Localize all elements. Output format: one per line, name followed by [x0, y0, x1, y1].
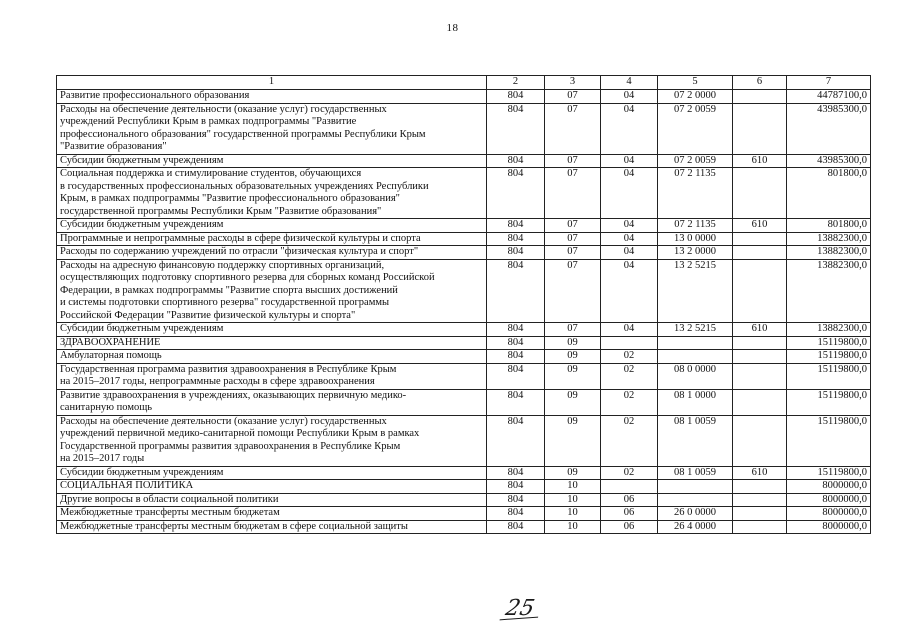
row-expense-type	[733, 520, 787, 534]
row-ved-code: 804	[487, 350, 545, 364]
row-target-article: 07 2 0059	[658, 103, 733, 154]
table-row	[57, 259, 871, 323]
table-row	[57, 363, 871, 389]
header-col-6: 6	[733, 76, 787, 90]
table-row	[57, 389, 871, 415]
row-expense-type	[733, 168, 787, 219]
row-subsection-code: 04	[601, 246, 658, 260]
row-amount: 8000000,0	[787, 507, 871, 521]
row-name: Расходы на обеспечение деятельности (оказание услуг) государственных учреждений Республики Крым в рамках подпрограммы "Развитие профессионального образования" государственной программы Республики Крым "Развитие образования"	[57, 103, 487, 154]
row-expense-type	[733, 259, 787, 323]
page-number: 18	[446, 22, 459, 34]
row-expense-type	[733, 507, 787, 521]
row-target-article: 08 0 0000	[658, 363, 733, 389]
row-name: Государственная программа развития здравоохранения в Республике Крым на 2015–2017 годы, непрограммные расходы в сфере здравоохранения	[57, 363, 487, 389]
row-name: Социальная поддержка и стимулирование студентов, обучающихся в государственных профессиональных образовательных учреждениях Республики Крым, в рамках подпрограммы "Развитие профессионального образования" государственной программы Республики Крым "Развитие образования"	[57, 168, 487, 219]
row-section-code: 07	[545, 259, 601, 323]
row-section-code: 07	[545, 232, 601, 246]
row-name: Субсидии бюджетным учреждениям	[57, 219, 487, 233]
row-ved-code: 804	[487, 336, 545, 350]
header-row	[57, 76, 871, 90]
row-ved-code: 804	[487, 389, 545, 415]
row-amount: 15119800,0	[787, 363, 871, 389]
row-target-article: 07 2 0000	[658, 90, 733, 104]
row-expense-type	[733, 480, 787, 494]
row-section-code: 10	[545, 493, 601, 507]
table-row	[57, 90, 871, 104]
row-target-article: 13 0 0000	[658, 232, 733, 246]
row-ved-code: 804	[487, 90, 545, 104]
row-name: Расходы на адресную финансовую поддержку спортивных организаций, осуществляющих подготовку спортивного резерва для сборных команд Российской Федерации, в рамках подпрограммы "Развитие спорта высших достижений и системы подготовки спортивного резерва" государственной программы Российской Федерации "Развитие физической культуры и спорта"	[57, 259, 487, 323]
row-subsection-code: 04	[601, 232, 658, 246]
row-amount: 15119800,0	[787, 415, 871, 466]
table-row	[57, 507, 871, 521]
row-subsection-code: 02	[601, 350, 658, 364]
row-subsection-code: 04	[601, 168, 658, 219]
row-subsection-code	[601, 480, 658, 494]
budget-table	[56, 75, 871, 534]
row-amount: 13882300,0	[787, 232, 871, 246]
row-amount: 15119800,0	[787, 466, 871, 480]
row-target-article	[658, 350, 733, 364]
row-subsection-code: 04	[601, 259, 658, 323]
table-row	[57, 415, 871, 466]
row-ved-code: 804	[487, 168, 545, 219]
header-col-3: 3	[545, 76, 601, 90]
row-target-article: 08 1 0000	[658, 389, 733, 415]
row-section-code: 07	[545, 219, 601, 233]
row-target-article: 07 2 0059	[658, 154, 733, 168]
row-subsection-code: 02	[601, 466, 658, 480]
row-amount: 13882300,0	[787, 323, 871, 337]
row-name: Субсидии бюджетным учреждениям	[57, 466, 487, 480]
table-row	[57, 493, 871, 507]
row-expense-type	[733, 103, 787, 154]
row-ved-code: 804	[487, 363, 545, 389]
row-amount: 8000000,0	[787, 493, 871, 507]
row-name: СОЦИАЛЬНАЯ ПОЛИТИКА	[57, 480, 487, 494]
row-target-article	[658, 336, 733, 350]
header-col-5: 5	[658, 76, 733, 90]
row-section-code: 09	[545, 466, 601, 480]
row-target-article: 26 4 0000	[658, 520, 733, 534]
row-name: Расходы на обеспечение деятельности (оказание услуг) государственных учреждений первичной медико-санитарной помощи Республики Крым в рамках Государственной программы развития здравоохранения в Республике Крым на 2015–2017 годы	[57, 415, 487, 466]
table-row	[57, 154, 871, 168]
header-col-2: 2	[487, 76, 545, 90]
header-col-4: 4	[601, 76, 658, 90]
row-name: Межбюджетные трансферты местным бюджетам в сфере социальной защиты	[57, 520, 487, 534]
row-expense-type: 610	[733, 466, 787, 480]
header-col-7: 7	[787, 76, 871, 90]
row-subsection-code: 06	[601, 507, 658, 521]
row-ved-code: 804	[487, 259, 545, 323]
row-amount: 13882300,0	[787, 259, 871, 323]
row-target-article: 13 2 5215	[658, 259, 733, 323]
row-amount: 801800,0	[787, 219, 871, 233]
row-amount: 15119800,0	[787, 350, 871, 364]
row-target-article: 13 2 5215	[658, 323, 733, 337]
row-ved-code: 804	[487, 154, 545, 168]
row-name: Субсидии бюджетным учреждениям	[57, 323, 487, 337]
row-amount: 43985300,0	[787, 103, 871, 154]
table-row	[57, 350, 871, 364]
row-section-code: 07	[545, 246, 601, 260]
row-ved-code: 804	[487, 103, 545, 154]
row-target-article: 08 1 0059	[658, 466, 733, 480]
row-name: Развитие профессионального образования	[57, 90, 487, 104]
row-amount: 44787100,0	[787, 90, 871, 104]
table-row	[57, 520, 871, 534]
handwritten-page-mark: 25	[503, 596, 537, 621]
row-section-code: 07	[545, 103, 601, 154]
row-amount: 43985300,0	[787, 154, 871, 168]
row-ved-code: 804	[487, 493, 545, 507]
row-section-code: 09	[545, 336, 601, 350]
row-target-article	[658, 480, 733, 494]
row-ved-code: 804	[487, 246, 545, 260]
row-subsection-code: 06	[601, 493, 658, 507]
row-name: Программные и непрограммные расходы в сфере физической культуры и спорта	[57, 232, 487, 246]
row-section-code: 10	[545, 507, 601, 521]
row-target-article	[658, 493, 733, 507]
row-ved-code: 804	[487, 232, 545, 246]
row-expense-type: 610	[733, 323, 787, 337]
row-amount: 13882300,0	[787, 246, 871, 260]
row-ved-code: 804	[487, 480, 545, 494]
header-col-1: 1	[57, 76, 487, 90]
row-name: Межбюджетные трансферты местным бюджетам	[57, 507, 487, 521]
row-subsection-code	[601, 336, 658, 350]
row-expense-type	[733, 350, 787, 364]
row-section-code: 07	[545, 323, 601, 337]
row-section-code: 07	[545, 168, 601, 219]
table-row	[57, 168, 871, 219]
row-subsection-code: 04	[601, 219, 658, 233]
row-section-code: 09	[545, 389, 601, 415]
table-row	[57, 103, 871, 154]
table-row	[57, 480, 871, 494]
row-section-code: 09	[545, 350, 601, 364]
row-section-code: 09	[545, 363, 601, 389]
row-ved-code: 804	[487, 219, 545, 233]
table-row	[57, 466, 871, 480]
row-name: Субсидии бюджетным учреждениям	[57, 154, 487, 168]
table-row	[57, 219, 871, 233]
row-name: Расходы по содержанию учреждений по отрасли "физическая культура и спорт"	[57, 246, 487, 260]
row-subsection-code: 06	[601, 520, 658, 534]
row-ved-code: 804	[487, 466, 545, 480]
row-ved-code: 804	[487, 520, 545, 534]
row-name: ЗДРАВООХРАНЕНИЕ	[57, 336, 487, 350]
row-name: Амбулаторная помощь	[57, 350, 487, 364]
row-amount: 801800,0	[787, 168, 871, 219]
row-subsection-code: 02	[601, 389, 658, 415]
row-section-code: 09	[545, 415, 601, 466]
row-expense-type	[733, 363, 787, 389]
row-expense-type	[733, 232, 787, 246]
row-ved-code: 804	[487, 507, 545, 521]
table-row	[57, 232, 871, 246]
row-amount: 15119800,0	[787, 336, 871, 350]
row-amount: 8000000,0	[787, 480, 871, 494]
row-subsection-code: 04	[601, 90, 658, 104]
row-amount: 15119800,0	[787, 389, 871, 415]
table-row	[57, 336, 871, 350]
row-name: Развитие здравоохранения в учреждениях, оказывающих первичную медико- санитарную помощь	[57, 389, 487, 415]
row-section-code: 07	[545, 154, 601, 168]
row-amount: 8000000,0	[787, 520, 871, 534]
row-expense-type: 610	[733, 154, 787, 168]
row-expense-type: 610	[733, 219, 787, 233]
row-expense-type	[733, 336, 787, 350]
row-target-article: 08 1 0059	[658, 415, 733, 466]
row-target-article: 07 2 1135	[658, 219, 733, 233]
row-section-code: 07	[545, 90, 601, 104]
row-name: Другие вопросы в области социальной политики	[57, 493, 487, 507]
row-expense-type	[733, 90, 787, 104]
table-row	[57, 246, 871, 260]
row-subsection-code: 04	[601, 323, 658, 337]
row-section-code: 10	[545, 480, 601, 494]
row-section-code: 10	[545, 520, 601, 534]
table-row	[57, 323, 871, 337]
row-expense-type	[733, 493, 787, 507]
row-expense-type	[733, 415, 787, 466]
row-target-article: 07 2 1135	[658, 168, 733, 219]
row-subsection-code: 04	[601, 154, 658, 168]
row-subsection-code: 02	[601, 363, 658, 389]
row-subsection-code: 04	[601, 103, 658, 154]
row-ved-code: 804	[487, 415, 545, 466]
row-target-article: 13 2 0000	[658, 246, 733, 260]
row-ved-code: 804	[487, 323, 545, 337]
row-expense-type	[733, 246, 787, 260]
row-expense-type	[733, 389, 787, 415]
row-subsection-code: 02	[601, 415, 658, 466]
row-target-article: 26 0 0000	[658, 507, 733, 521]
